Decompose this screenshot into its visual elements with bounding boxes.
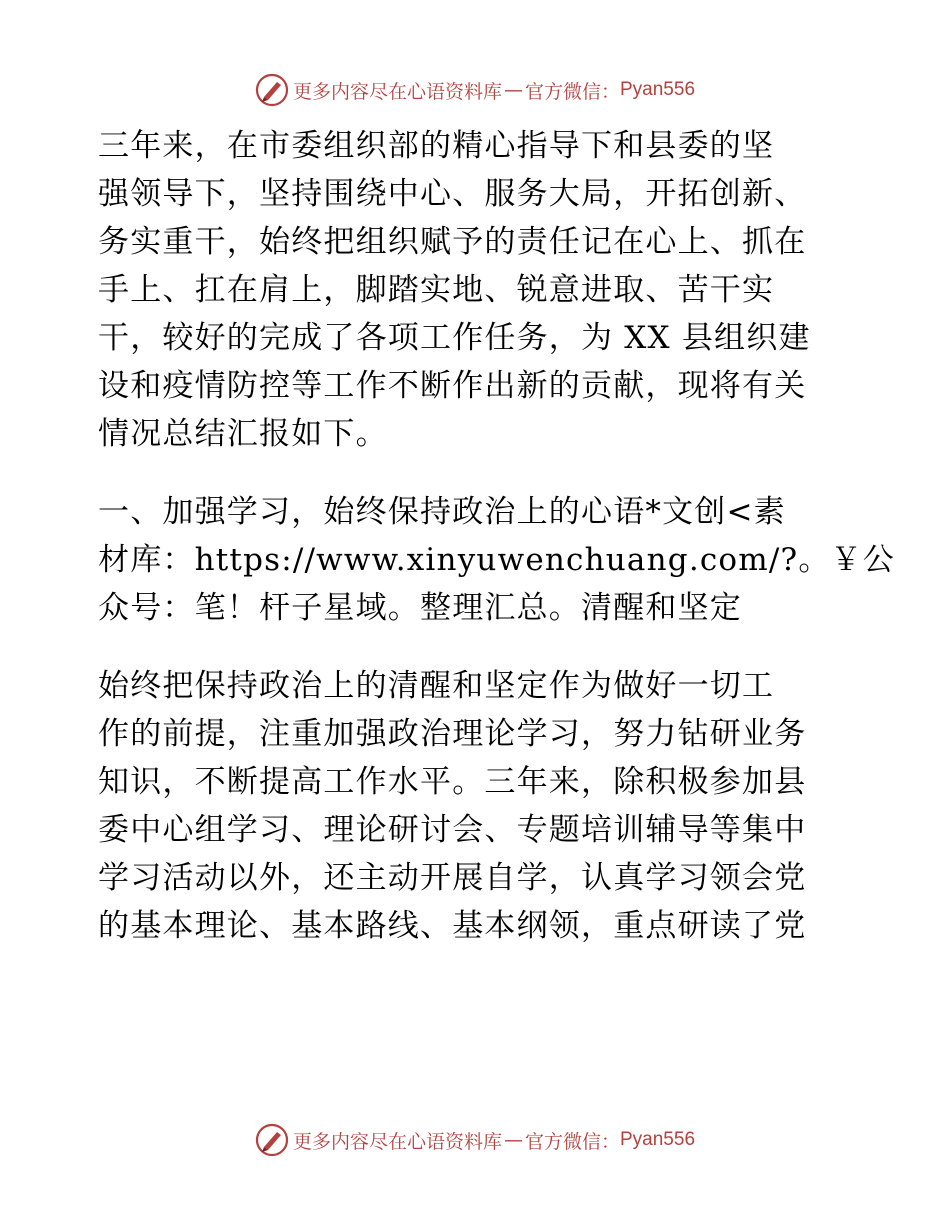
- footer-watermark: [0, 1122, 950, 1158]
- text-line: 材库：https://www.xinyuwenchuang.com/?。￥公: [98, 542, 895, 578]
- text-line: 作的前提，注重加强政治理论学习，努力钻研业务: [98, 716, 807, 752]
- watermark-wechat-label: 官方微信：: [524, 1130, 620, 1153]
- header-watermark: [0, 72, 950, 108]
- text-line: 学习活动以外，还主动开展自学，认真学习领会党: [98, 860, 807, 896]
- document-body: [98, 122, 895, 950]
- text-line: 委中心组学习、理论研讨会、专题培训辅导等集中: [98, 812, 807, 848]
- pen-logo-icon: [255, 1123, 289, 1157]
- text-line: 手上、扛在肩上，脚踏实地、锐意进取、苦干实: [98, 272, 775, 308]
- text-line: 强领导下，坚持围绕中心、服务大局，开拓创新、: [98, 176, 807, 212]
- text-line: 的基本理论、基本路线、基本纲领，重点研读了党: [98, 908, 807, 944]
- section-heading: [98, 488, 895, 632]
- text-line: 一、加强学习，始终保持政治上的心语*文创<素: [98, 494, 786, 530]
- watermark-wechat-id: Pyan556: [620, 1129, 696, 1150]
- text-line: 始终把保持政治上的清醒和坚定作为做好一切工: [98, 668, 775, 704]
- pen-logo-icon: [255, 73, 289, 107]
- paragraph-intro: [98, 122, 858, 458]
- watermark-wechat-label: 官方微信：: [524, 80, 620, 103]
- text-line: 设和疫情防控等工作不断作出新的贡献，现将有关: [98, 368, 807, 404]
- watermark-text: 更多内容尽在心语资料库: [292, 1130, 502, 1153]
- paragraph-body: [98, 662, 858, 950]
- watermark-separator: —: [503, 79, 523, 101]
- text-line: 务实重干，始终把组织赋予的责任记在心上、抓在: [98, 224, 807, 260]
- text-line: 情况总结汇报如下。: [98, 416, 388, 452]
- watermark-text: 更多内容尽在心语资料库: [292, 80, 502, 103]
- watermark-wechat-id: Pyan556: [620, 79, 696, 100]
- text-line: 众号：笔！杆子星域。整理汇总。清醒和坚定: [98, 590, 742, 626]
- watermark-separator: —: [503, 1129, 523, 1151]
- text-line: 干，较好的完成了各项工作任务，为 XX 县组织建: [98, 320, 811, 356]
- text-line: 三年来，在市委组织部的精心指导下和县委的坚: [98, 128, 775, 164]
- text-line: 知识，不断提高工作水平。三年来，除积极参加县: [98, 764, 807, 800]
